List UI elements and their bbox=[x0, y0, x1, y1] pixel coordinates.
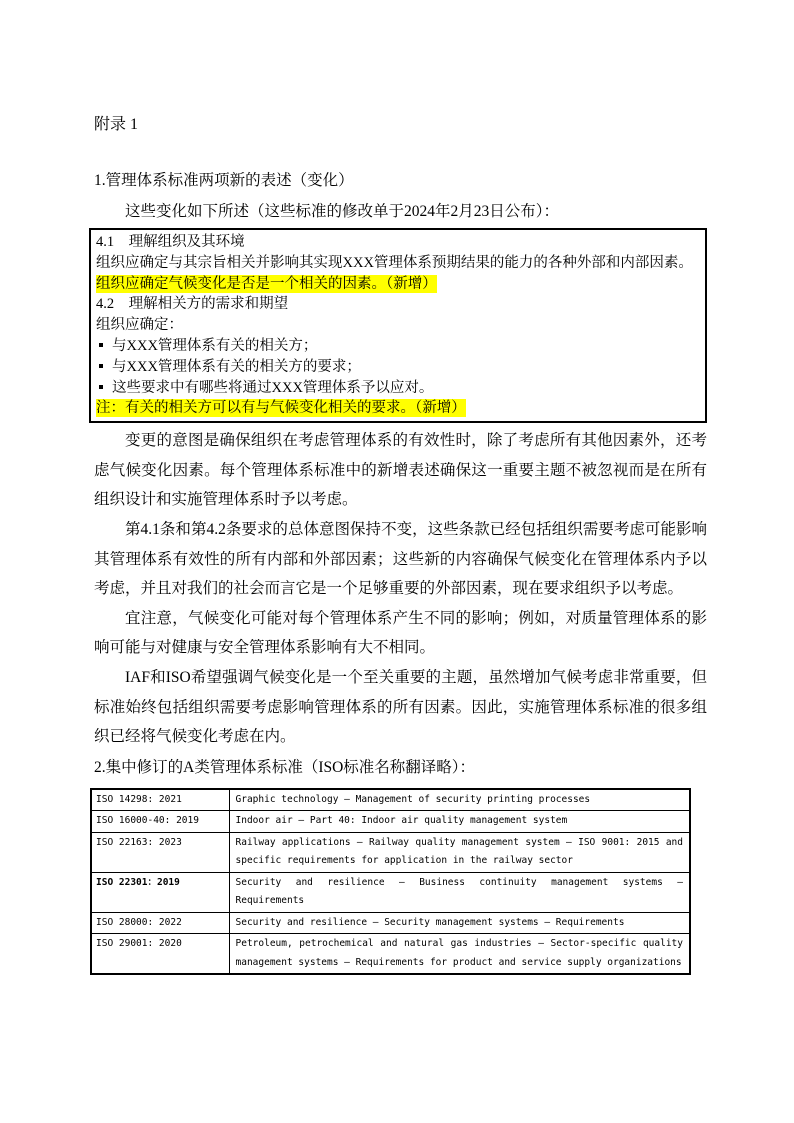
paragraph-intent-of-change: 变更的意图是确保组织在考虑管理体系的有效性时，除了考虑所有其他因素外，还考虑气候变化因素。每个管理体系标准中的新增表述确保这一重要主题不被忽视而是在所有组织设计和实施管理体系时予以考虑。 bbox=[94, 432, 707, 509]
table-row bbox=[91, 789, 690, 811]
clause-4-1-body bbox=[96, 253, 700, 274]
paragraph-different-impacts: 宜注意，气候变化可能对每个管理体系产生不同的影响；例如，对质量管理体系的影响可能与对健康与安全管理体系影响有大不相同。 bbox=[94, 609, 707, 657]
standard-code-cell: ISO 22163: 2023 bbox=[91, 832, 229, 872]
clause-4-2-title-text: 4.2 理解相关方的需求和期望 bbox=[96, 296, 289, 313]
section2-heading: 2.集中修订的A类管理体系标准（ISO标准名称翻译略）： bbox=[94, 758, 476, 776]
paragraph-iaf-iso: IAF和ISO希望强调气候变化是一个至关重要的主题，虽然增加气候考虑非常重要，但标准始终包括组织需要考虑影响管理体系的所有因素。因此，实施管理体系标准的很多组织已经将气候变化考虑在内。 bbox=[94, 668, 707, 746]
appendix-title: 附录 1 bbox=[94, 116, 139, 133]
standard-code-cell: ISO 16000-40: 2019 bbox=[91, 811, 229, 833]
clause-4-1-new-requirement bbox=[96, 274, 700, 295]
bullet-item bbox=[96, 336, 700, 357]
bullet-item-text: 与XXX管理体系有关的相关方的要求； bbox=[112, 358, 361, 375]
table-row bbox=[91, 811, 690, 833]
bullet-item-text: 这些要求中有哪些将通过XXX管理体系予以应对。 bbox=[112, 379, 434, 396]
section1-heading: 1.管理体系标准两项新的表述（变化） bbox=[94, 172, 354, 189]
bullet-item bbox=[96, 378, 700, 399]
section1-intro: 这些变化如下所述（这些标准的修改单于2024年2月23日公布）： bbox=[125, 203, 560, 220]
iso-standards-table bbox=[90, 788, 691, 976]
paragraph-clause-intent: 第4.1条和第4.2条要求的总体意图保持不变，这些条款已经包括组织需要考虑可能影响其管理体系有效性的所有内部和外部因素；这些新的内容确保气候变化在管理体系内予以考虑，并且对我们的社会而言它是一个足够重要的外部因素，现在要求组织予以考虑。 bbox=[94, 520, 707, 598]
clause-4-2-title bbox=[96, 294, 700, 315]
bullet-item-text: 与XXX管理体系有关的相关方； bbox=[112, 337, 318, 354]
clause-4-1-title-text: 4.1 理解组织及其环境 bbox=[96, 234, 245, 250]
table-row bbox=[91, 872, 690, 912]
clause-4-2-note bbox=[96, 398, 700, 419]
bullet-icon bbox=[99, 385, 103, 389]
standard-excerpt-box bbox=[89, 228, 707, 423]
bullet-icon bbox=[99, 364, 103, 368]
clause-4-1-title bbox=[96, 232, 700, 253]
bullet-item bbox=[96, 357, 700, 378]
clause-4-2-lead bbox=[96, 315, 700, 336]
table-row bbox=[91, 832, 690, 872]
clause-4-1-body-text: 组织应确定与其宗旨相关并影响其实现XXX管理体系预期结果的能力的各种外部和内部因素。 bbox=[96, 254, 693, 271]
standard-code-cell: ISO 22301：2019 bbox=[91, 872, 229, 912]
standard-code-cell: ISO 28000: 2022 bbox=[91, 912, 229, 934]
standard-title-cell: Petroleum, petrochemical and natural gas industries — Sector-specific quality management systems — Requirements for product and service supply organizations bbox=[229, 934, 690, 975]
standard-title-cell: Security and resilience — Security management systems — Requirements bbox=[229, 912, 690, 934]
clause-4-2-lead-text: 组织应确定： bbox=[96, 317, 183, 334]
standard-title-cell: Graphic technology — Management of security printing processes bbox=[229, 789, 690, 811]
highlighted-new-text: 组织应确定气候变化是否是一个相关的因素。（新增） bbox=[96, 275, 437, 292]
standard-title-cell: Indoor air — Part 40: Indoor air quality management system bbox=[229, 811, 690, 833]
standard-title-cell: Railway applications — Railway quality management system — ISO 9001: 2015 and specific requirements for application in the railway sector bbox=[229, 832, 690, 872]
standard-title-cell: Security and resilience — Business continuity management systems — Requirements bbox=[229, 872, 690, 912]
body-text bbox=[94, 426, 707, 752]
standard-code-cell: ISO 14298: 2021 bbox=[91, 789, 229, 811]
highlighted-new-text: 注：有关的相关方可以有与气候变化相关的要求。（新增） bbox=[96, 400, 466, 417]
table-row bbox=[91, 912, 690, 934]
bullet-icon bbox=[99, 343, 103, 347]
standard-code-cell: ISO 29001: 2020 bbox=[91, 934, 229, 975]
table-row bbox=[91, 934, 690, 975]
